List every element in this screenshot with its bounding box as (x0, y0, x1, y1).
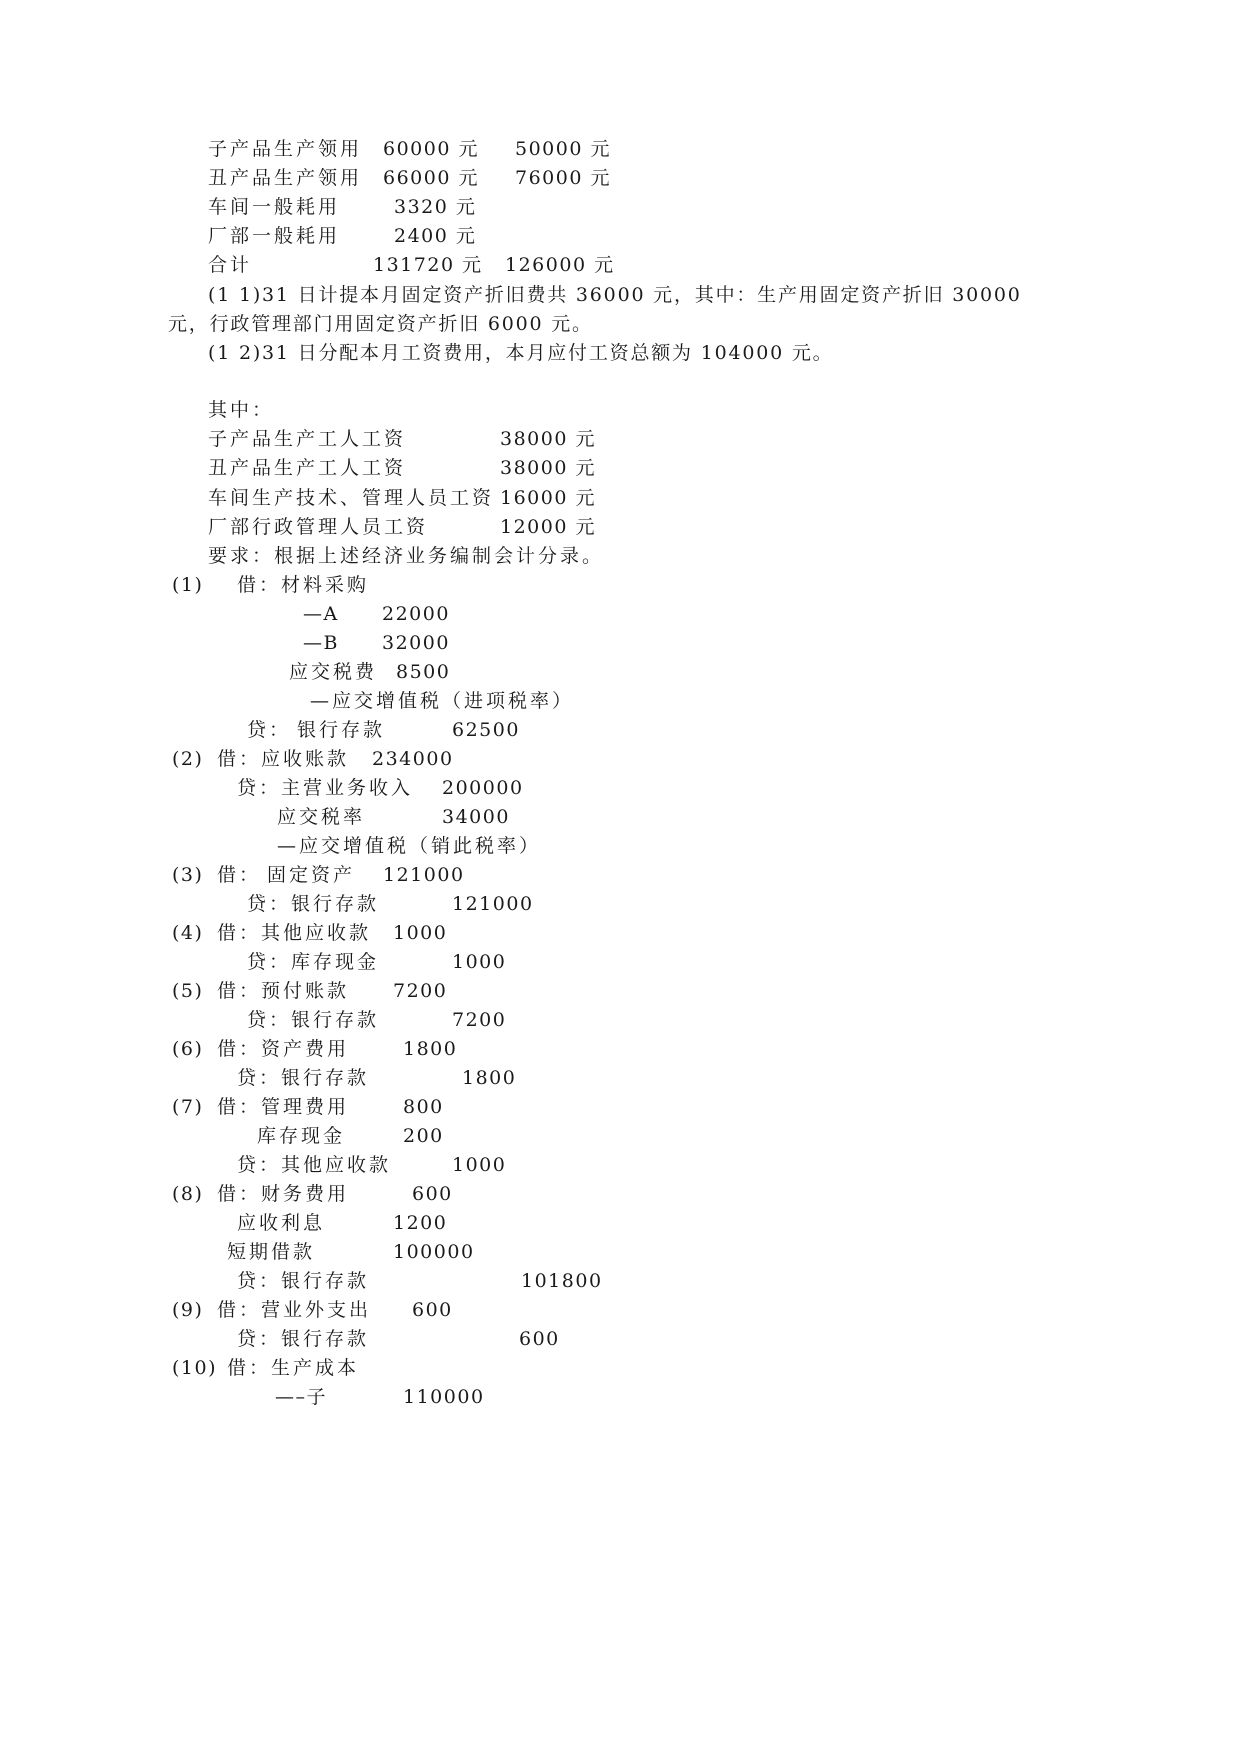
entry-1-debit: 借：材料采购 (237, 574, 370, 596)
entry-7-debit: 借：管理费用 (217, 1096, 350, 1118)
row-amount-a: 2400 元 (394, 225, 477, 247)
entry-8-credit: 贷：银行存款 (237, 1270, 370, 1292)
row-label: 合计 (208, 254, 253, 276)
entry-3-debit-amount: 121000 (383, 864, 465, 886)
entry-8-debit: 借：财务费用 (217, 1183, 350, 1205)
wage-heading: 其中： (208, 399, 275, 421)
entry-2-tax-sub: —应交增值税（销此税率） (277, 835, 542, 857)
entry-2-tax-amount: 34000 (442, 806, 510, 828)
entry-7-debit-amount: 800 (403, 1096, 444, 1118)
entry-8-debit-3-amount: 100000 (393, 1241, 475, 1263)
entry-8-debit-2: 应收利息 (237, 1212, 326, 1234)
entry-7-number: (7) (172, 1096, 204, 1118)
wage-amount: 38000 元 (500, 457, 596, 479)
entry-7-credit: 贷：其他应收款 (237, 1154, 392, 1176)
entry-3-credit-amount: 121000 (452, 893, 534, 915)
entry-6-number: (6) (172, 1038, 204, 1060)
entry-4-credit-amount: 1000 (452, 951, 507, 973)
entry-5-debit: 借：预付账款 (217, 980, 350, 1002)
entry-1-tax: 应交税费 (289, 661, 378, 683)
row-amount-a: 131720 元 (373, 254, 483, 276)
entry-6-credit-amount: 1800 (462, 1067, 517, 1089)
entry-7-credit-amount: 1000 (452, 1154, 507, 1176)
row-label: 车间一般耗用 (208, 196, 341, 218)
entry-9-credit-amount: 600 (519, 1328, 560, 1350)
row-label: 厂部一般耗用 (208, 225, 341, 247)
entry-9-debit: 借：营业外支出 (217, 1299, 372, 1321)
entry-6-debit: 借：资产费用 (217, 1038, 350, 1060)
entry-2-debit-amount: 234000 (372, 748, 454, 770)
wage-amount: 16000 元 (500, 487, 596, 509)
entry-1-sub-b: —B (303, 632, 339, 654)
requirement: 要求：根据上述经济业务编制会计分录。 (208, 545, 605, 567)
entry-5-credit: 贷：银行存款 (247, 1009, 380, 1031)
item-11-line-1: (1 1)31 日计提本月固定资产折旧费共 36000 元，其中：生产用固定资产折旧 30000 (208, 284, 1022, 306)
entry-2-tax: 应交税率 (277, 806, 366, 828)
entry-10-sub: —–子 (275, 1386, 328, 1408)
entry-1-sub-a-amount: 22000 (382, 603, 450, 625)
entry-4-number: (4) (172, 922, 204, 944)
entry-10-number: (10) (172, 1357, 218, 1379)
row-label: 子产品生产领用 (208, 138, 363, 160)
entry-2-number: (2) (172, 748, 204, 770)
entry-1-sub-a: —A (303, 603, 339, 625)
row-amount-a: 66000 元 (383, 167, 479, 189)
wage-amount: 38000 元 (500, 428, 596, 450)
wage-label: 丑产品生产工人工资 (208, 457, 407, 479)
row-label: 丑产品生产领用 (208, 167, 363, 189)
entry-6-debit-amount: 1800 (403, 1038, 458, 1060)
entry-2-credit: 贷：主营业务收入 (237, 777, 414, 799)
entry-8-number: (8) (172, 1183, 204, 1205)
entry-1-sub-b-amount: 32000 (382, 632, 450, 654)
entry-8-debit-amount: 600 (412, 1183, 453, 1205)
item-11-line-2: 元，行政管理部门用固定资产折旧 6000 元。 (168, 313, 593, 335)
item-12: (1 2)31 日分配本月工资费用，本月应付工资总额为 104000 元。 (208, 342, 834, 364)
entry-10-debit: 借：生产成本 (227, 1357, 360, 1379)
entry-5-debit-amount: 7200 (393, 980, 448, 1002)
entry-8-credit-amount: 101800 (521, 1270, 603, 1292)
entry-5-number: (5) (172, 980, 204, 1002)
entry-3-number: (3) (172, 864, 204, 886)
entry-7-debit-2-amount: 200 (403, 1125, 444, 1147)
entry-9-number: (9) (172, 1299, 204, 1321)
entry-1-number: (1) (172, 574, 204, 596)
entry-3-credit: 贷：银行存款 (247, 893, 380, 915)
wage-label: 子产品生产工人工资 (208, 428, 407, 450)
entry-4-debit: 借：其他应收款 (217, 922, 372, 944)
entry-6-credit: 贷：银行存款 (237, 1067, 370, 1089)
entry-4-credit: 贷：库存现金 (247, 951, 380, 973)
entry-9-debit-amount: 600 (412, 1299, 453, 1321)
entry-2-debit: 借：应收账款 (217, 748, 350, 770)
entry-3-debit-account: 固定资产 (267, 864, 356, 886)
row-amount-a: 3320 元 (394, 196, 477, 218)
wage-label: 厂部行政管理人员工资 (208, 516, 429, 538)
entry-8-debit-3: 短期借款 (227, 1241, 316, 1263)
entry-1-credit: 贷： (247, 719, 292, 741)
entry-7-debit-2: 库存现金 (257, 1125, 346, 1147)
entry-5-credit-amount: 7200 (452, 1009, 507, 1031)
entry-1-credit-account: 银行存款 (297, 719, 386, 741)
entry-9-credit: 贷：银行存款 (237, 1328, 370, 1350)
entry-4-debit-amount: 1000 (393, 922, 448, 944)
row-amount-b: 76000 元 (515, 167, 611, 189)
row-amount-b: 126000 元 (505, 254, 615, 276)
entry-1-tax-amount: 8500 (396, 661, 451, 683)
wage-amount: 12000 元 (500, 516, 596, 538)
entry-1-credit-amount: 62500 (452, 719, 520, 741)
entry-1-tax-sub: —应交增值税（进项税率） (310, 690, 575, 712)
row-amount-b: 50000 元 (515, 138, 611, 160)
entry-3-debit: 借： (217, 864, 262, 886)
entry-2-credit-amount: 200000 (442, 777, 524, 799)
entry-8-debit-2-amount: 1200 (393, 1212, 448, 1234)
wage-label: 车间生产技术、管理人员工资 (208, 487, 495, 509)
row-amount-a: 60000 元 (383, 138, 479, 160)
entry-10-sub-amount: 110000 (403, 1386, 485, 1408)
